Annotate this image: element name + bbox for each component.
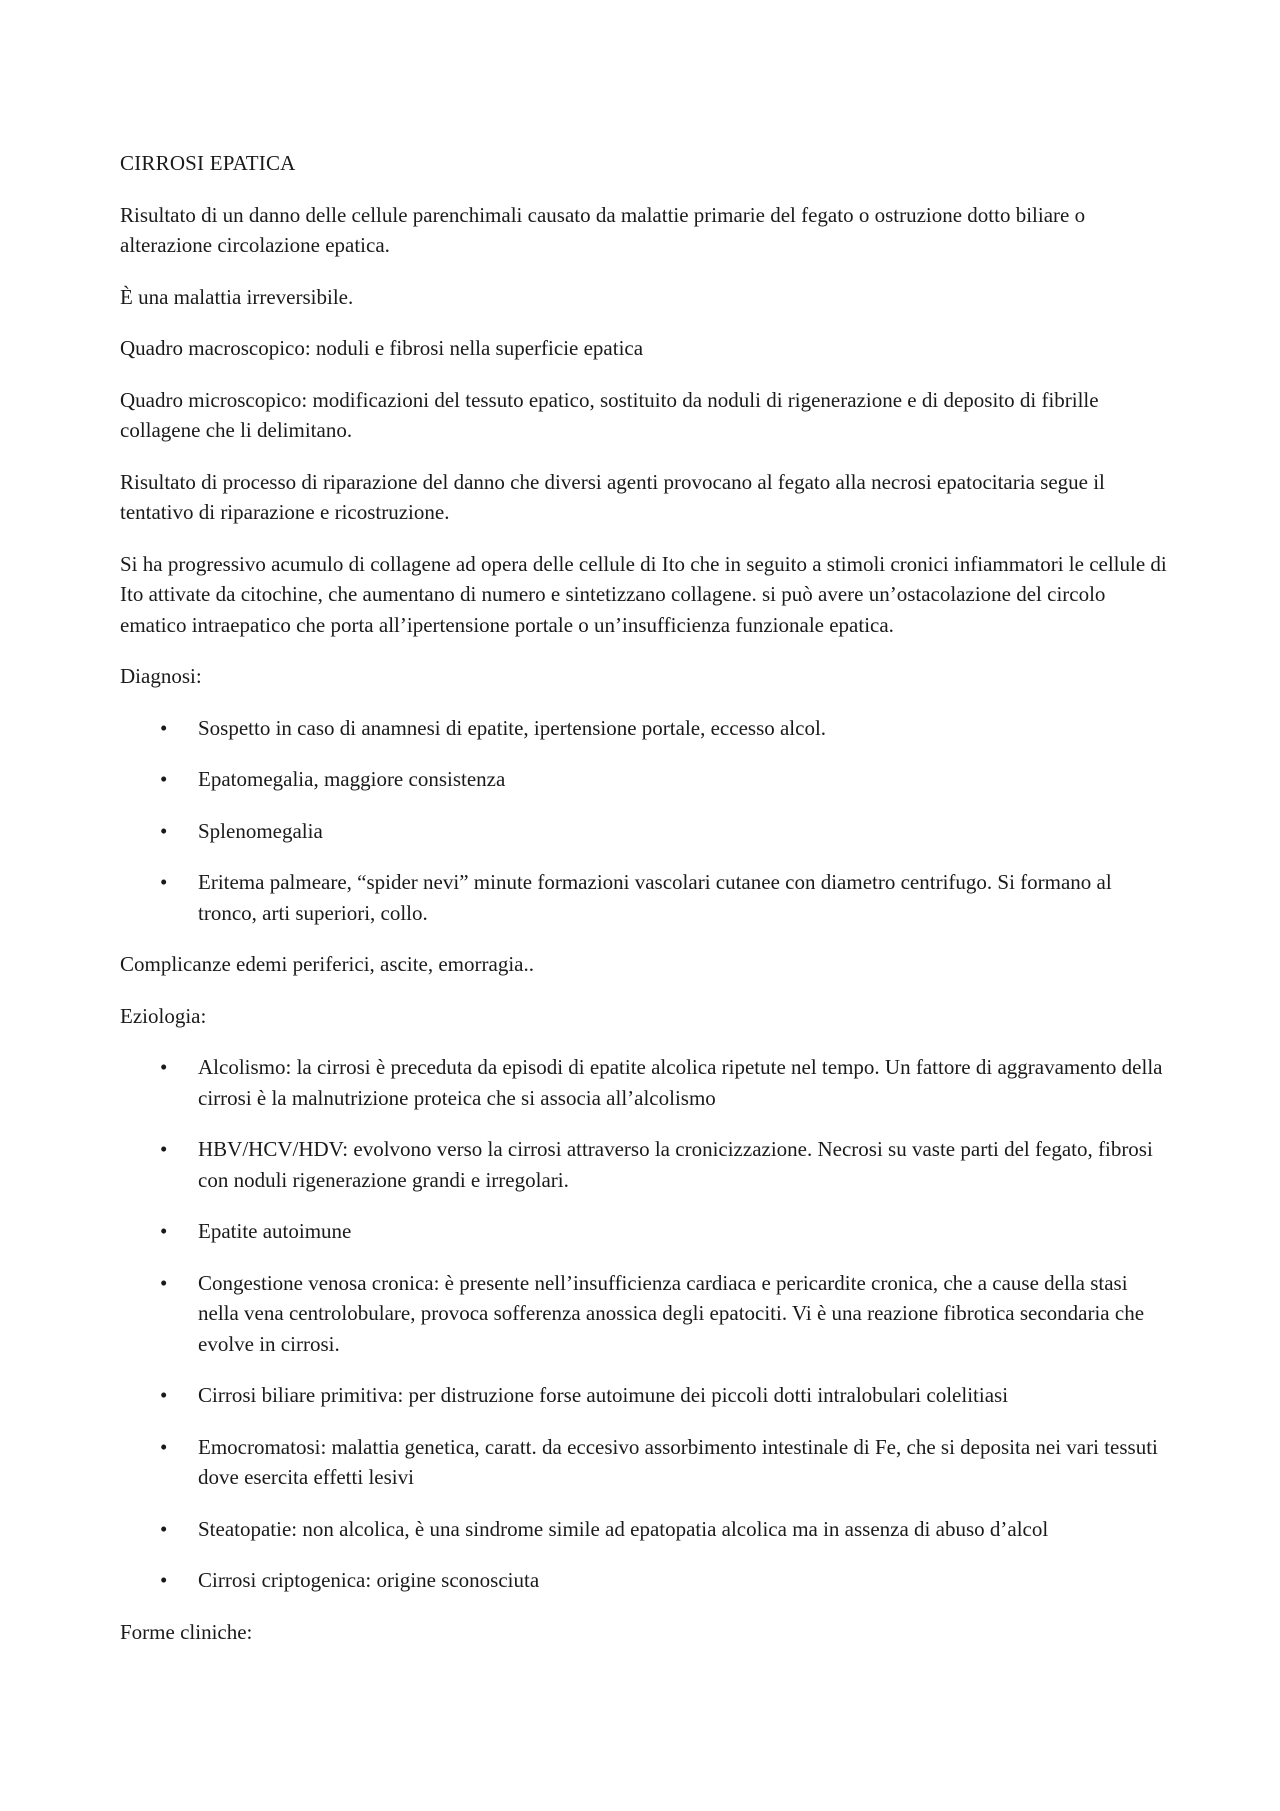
list-item-text: Cirrosi criptogenica: origine sconosciuta [198, 1568, 540, 1592]
bullet-icon: • [160, 1383, 168, 1407]
list-item [120, 1514, 1170, 1545]
bullet-icon: • [160, 715, 168, 740]
list-item [120, 713, 1170, 744]
list-item-text: HBV/HCV/HDV: evolvono verso la cirrosi attraverso la cronicizzazione. Necrosi su vaste parti del fegato, fibrosi con noduli rigenerazione grandi e irregolari. [198, 1137, 1153, 1192]
bullet-icon: • [160, 1516, 168, 1541]
list-item-text: Alcolismo: la cirrosi è preceduta da episodi di epatite alcolica ripetute nel tempo. Un fattore di aggravamento della cirrosi è la malnutrizione proteica che si associa all’alcolismo [198, 1055, 1163, 1110]
list-item [120, 1134, 1170, 1195]
paragraph-quadro-microscopico: Quadro microscopico: modificazioni del tessuto epatico, sostituito da noduli di rigenerazione e di deposito di fibrille collagene che li delimitano. [120, 387, 1099, 442]
paragraph-irreversibile: È una malattia irreversibile. [120, 284, 354, 309]
list-item-text: Splenomegalia [198, 818, 323, 843]
list-item [120, 1432, 1170, 1493]
list-item-text: Eritema palmeare, “spider nevi” minute formazioni vascolari cutanee con diametro centrifugo. Si formano al tronco, arti superiori, collo. [198, 870, 1112, 925]
eziologia-heading: Eziologia: [120, 1003, 207, 1028]
diagnosi-list [120, 713, 1170, 929]
bullet-icon: • [160, 767, 168, 791]
bullet-icon: • [160, 1568, 168, 1592]
bullet-icon: • [160, 1270, 168, 1295]
eziologia-list [120, 1052, 1170, 1596]
list-item [120, 1380, 1170, 1411]
bullet-icon: • [160, 1434, 168, 1459]
list-item-text: Epatomegalia, maggiore consistenza [198, 767, 506, 791]
bullet-icon: • [160, 1219, 168, 1243]
list-item [120, 1565, 1170, 1596]
list-item [120, 1216, 1170, 1247]
list-item-text: Epatite autoimune [198, 1219, 352, 1243]
list-item-text: Congestione venosa cronica: è presente nell’insufficienza cardiaca e pericardite cronica, che a cause della stasi nella vena centrolobulare, provoca sofferenza anossica degli epatociti. Vi è una reazione fibrotica secondaria che evolve in cirrosi. [198, 1270, 1145, 1356]
list-item-text: Cirrosi biliare primitiva: per distruzione forse autoimune dei piccoli dotti intralobulari colelitiasi [198, 1383, 1009, 1407]
bullet-icon: • [160, 1137, 168, 1161]
forme-cliniche-heading: Forme cliniche: [120, 1619, 253, 1644]
document-page [120, 148, 1170, 1668]
list-item-text: Emocromatosi: malattia genetica, caratt. da eccesivo assorbimento intestinale di Fe, che si deposita nei vari tessuti dove esercita effetti lesivi [198, 1434, 1158, 1489]
list-item [120, 1052, 1170, 1113]
paragraph-riparazione: Risultato di processo di riparazione del danno che diversi agenti provocano al fegato alla necrosi epatocitaria segue il tentativo di riparazione e ricostruzione. [120, 469, 1105, 524]
list-item-text: Sospetto in caso di anamnesi di epatite, ipertensione portale, eccesso alcol. [198, 715, 827, 740]
diagnosi-heading: Diagnosi: [120, 664, 202, 688]
list-item-text: Steatopatie: non alcolica, è una sindrome simile ad epatopatia alcolica ma in assenza di abuso d’alcol [198, 1516, 1049, 1541]
list-item [120, 867, 1170, 928]
bullet-icon: • [160, 1055, 168, 1079]
paragraph-quadro-macroscopico: Quadro macroscopico: noduli e fibrosi nella superficie epatica [120, 336, 644, 360]
complicanze-paragraph: Complicanze edemi periferici, ascite, emorragia.. [120, 952, 534, 976]
paragraph-definizione: Risultato di un danno delle cellule parenchimali causato da malattie primarie del fegato o ostruzione dotto biliare o alterazione circolazione epatica. [120, 202, 1086, 257]
bullet-icon: • [160, 870, 168, 894]
list-item [120, 816, 1170, 847]
paragraph-collagene: Si ha progressivo acumulo di collagene ad opera delle cellule di Ito che in seguito a stimoli cronici infiammatori le cellule di Ito attivate da citochine, che aumentano di numero e sintetizzano collagene. si può avere un’ostacolazione del circolo ematico intraepatico che porta all’ipertensione portale o un’insufficienza funzionale epatica. [120, 551, 1167, 637]
list-item [120, 1268, 1170, 1360]
document-title: CIRROSI EPATICA [120, 151, 296, 175]
bullet-icon: • [160, 818, 168, 843]
list-item [120, 764, 1170, 795]
